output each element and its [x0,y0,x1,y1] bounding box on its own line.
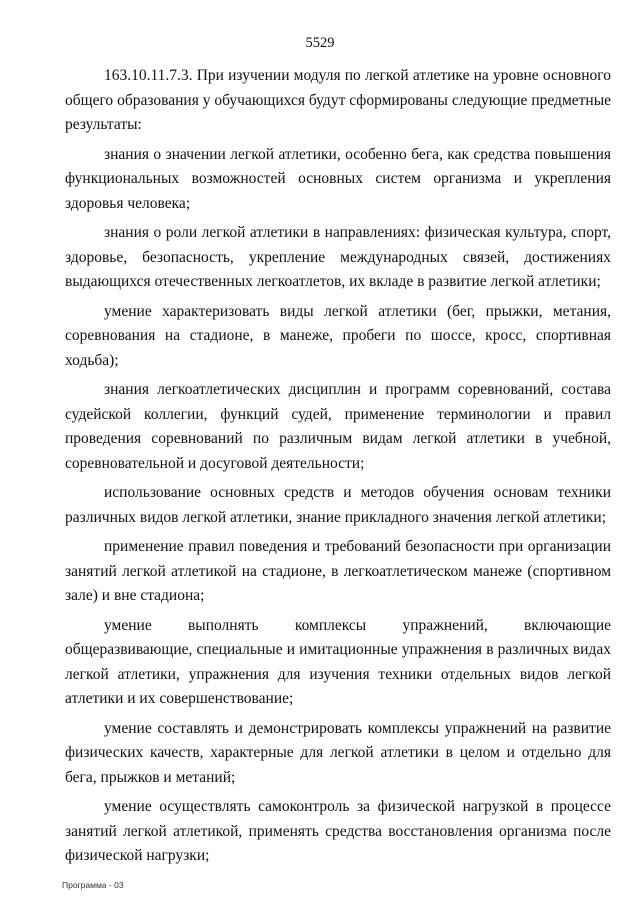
paragraph-item: умение составлять и демонстрировать комплексы упражнений на развитие физических качеств, характерные для легкой атлетики в целом и отдельно для бега, прыжков и метаний; [65,719,611,786]
paragraph-item: знания о роли легкой атлетики в направлениях: физическая культура, спорт, здоровье, безопасность, укрепление международных связей, достижениях выдающихся отечественных легкоатлетов, их вкладе в развитие легкой атлетики; [65,224,611,290]
paragraph-item: умение характеризовать виды легкой атлетики (бег, прыжки, метания, соревнования на стадионе, в манеже, пробеги по шоссе, кросс, спортивная ходьба); [65,302,611,369]
paragraph-item: умение осуществлять самоконтроль за физической нагрузкой в процессе занятий легкой атлетикой, применять средства восстановления организма после физической нагрузки; [65,798,611,864]
body-text [65,64,611,874]
paragraph-item: знания легкоатлетических дисциплин и программ соревнований, состава судейской коллегии, функций судей, применение терминологии и правил проведения соревнований по различным видам легкой атлетики в учебной, соревновательной и досуговой деятельности; [65,381,611,472]
footer-label: Программа - 03 [62,880,124,890]
paragraph-item: знания о значении легкой атлетики, особенно бега, как средства повышения функциональных возможностей основных систем организма и укрепления здоровья человека; [65,145,611,212]
paragraph-item: применение правил поведения и требований безопасности при организации занятий легкой атлетикой на стадионе, в легкоатлетическом манеже (спортивном зале) и вне стадиона; [65,538,611,604]
paragraph-item: умение выполнять комплексы упражнений, включающие общеразвивающие, специальные и имитационные упражнения в различных видах легкой атлетики, упражнения для изучения техники отдельных видов легкой атлетики и их совершенствование; [65,616,611,707]
paragraph-item: использование основных средств и методов обучения основам техники различных видов легкой атлетики, знание прикладного значения легкой атлетики; [65,484,611,526]
paragraph-intro: 163.10.11.7.3. При изучении модуля по легкой атлетике на уровне основного общего образования у обучающихся будут сформированы следующие предметные результаты: [65,67,611,133]
page-number: 5529 [305,35,335,51]
